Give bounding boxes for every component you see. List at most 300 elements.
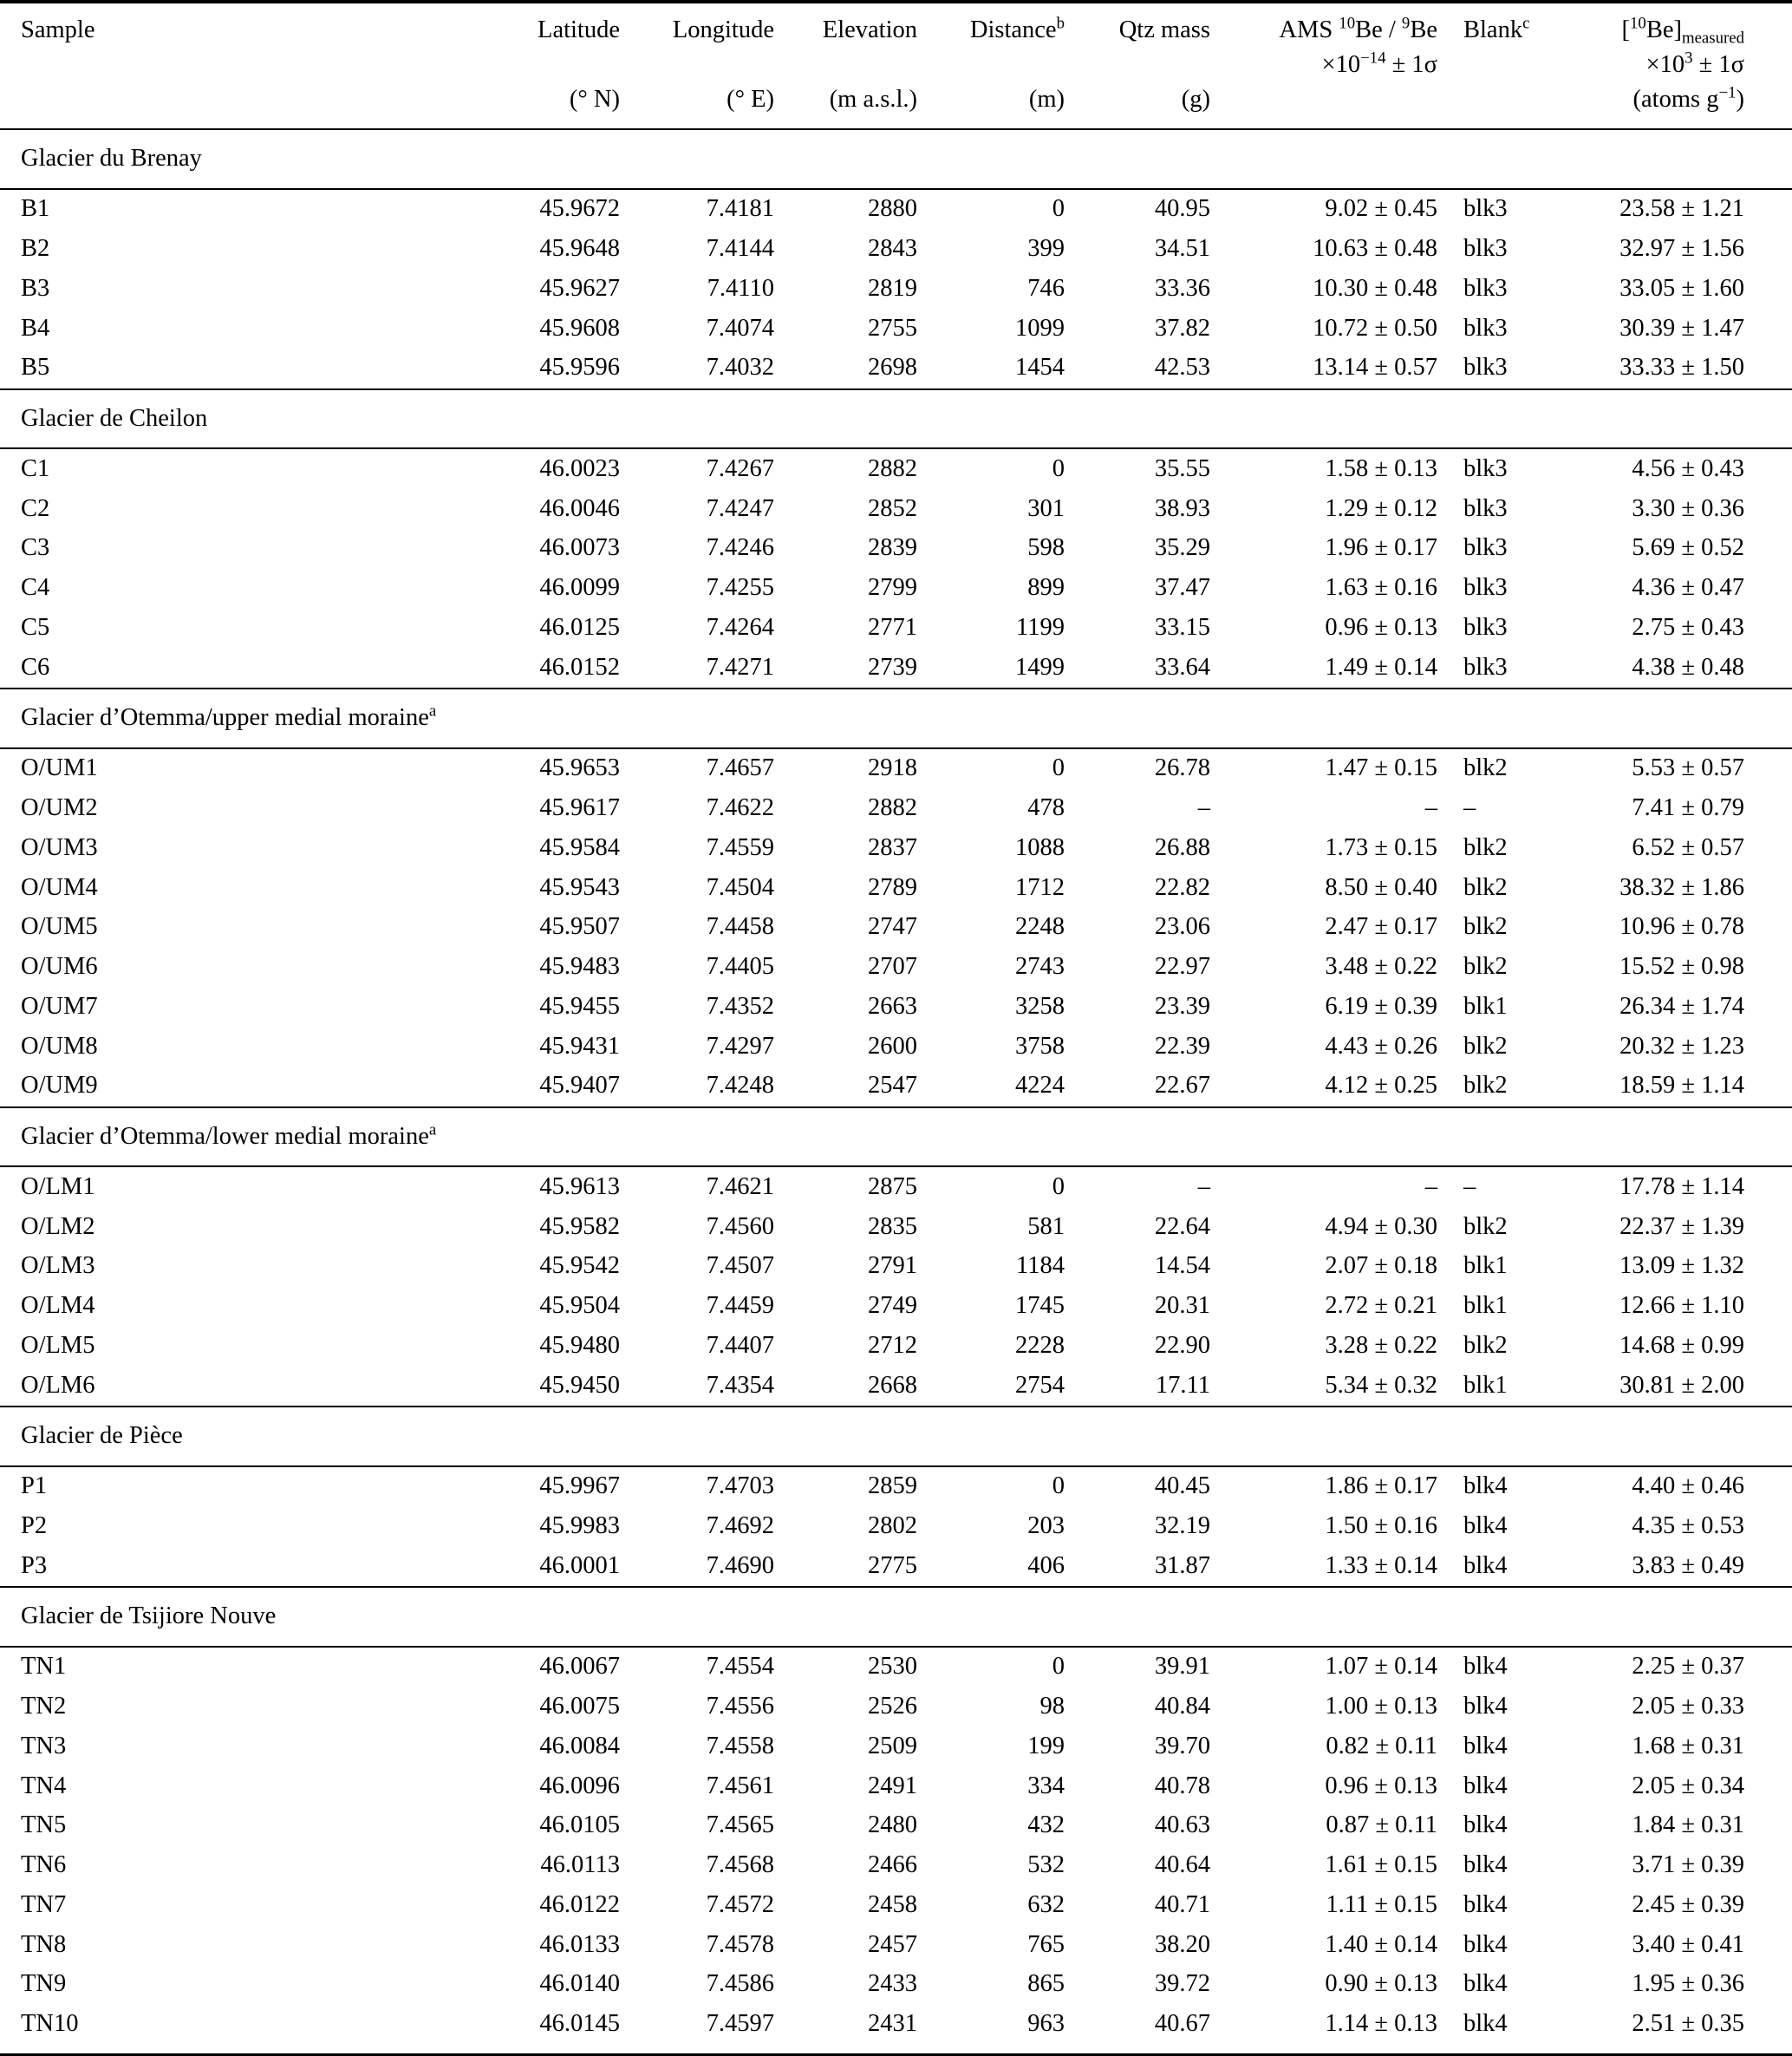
data-cell: 963 xyxy=(1027,2010,1065,2038)
data-cell: 33.64 xyxy=(1154,653,1210,681)
table-row xyxy=(0,1846,1792,1886)
sample-id-cell: TN10 xyxy=(21,2010,79,2038)
table-row xyxy=(0,529,1792,569)
data-cell: 20.31 xyxy=(1154,1292,1210,1320)
table-row xyxy=(0,1027,1792,1067)
table-row xyxy=(0,1166,1792,1207)
data-cell: blk4 xyxy=(1463,2010,1508,2038)
data-cell: 7.4556 xyxy=(706,1693,774,1720)
data-cell: blk3 xyxy=(1463,534,1508,562)
data-cell: blk4 xyxy=(1463,1811,1508,1839)
sample-id-cell: O/UM4 xyxy=(21,873,98,901)
data-cell: 7.4458 xyxy=(706,913,774,941)
section-header-row xyxy=(0,689,1792,748)
sample-id-cell: P2 xyxy=(21,1512,48,1539)
data-cell: 0.96 ± 0.13 xyxy=(1325,613,1437,641)
sample-id-cell: C3 xyxy=(21,534,50,562)
data-cell: 2771 xyxy=(868,613,917,641)
header-line1: Elevation xyxy=(822,16,917,43)
data-cell: – xyxy=(1424,1172,1437,1200)
data-cell: 26.78 xyxy=(1154,754,1210,782)
data-cell: 40.71 xyxy=(1154,1890,1210,1918)
section-title: Glacier d’Otemma/lower medial moraine$^a$ xyxy=(0,1107,1792,1167)
data-cell: 2.05 ± 0.33 xyxy=(1632,1693,1744,1720)
data-cell: 18.59 ± 1.14 xyxy=(1619,1072,1744,1100)
data-cell: 4.43 ± 0.26 xyxy=(1325,1032,1437,1060)
table-body xyxy=(0,129,1792,2054)
table-row xyxy=(0,648,1792,689)
data-cell: 22.97 xyxy=(1154,953,1210,981)
data-cell: 15.52 ± 0.98 xyxy=(1619,953,1744,981)
table-row xyxy=(0,1806,1792,1846)
data-cell: 2.72 ± 0.21 xyxy=(1325,1292,1437,1320)
table-row xyxy=(0,1647,1792,1687)
sample-id-cell: TN4 xyxy=(21,1772,67,1799)
data-cell: blk3 xyxy=(1463,653,1508,681)
data-cell: 0 xyxy=(1052,454,1065,482)
section-header-row xyxy=(0,129,1792,189)
data-cell: 22.64 xyxy=(1154,1212,1210,1240)
data-cell: 22.90 xyxy=(1154,1331,1210,1359)
data-cell: 3.30 ± 0.36 xyxy=(1632,494,1744,522)
table-row xyxy=(0,1507,1792,1547)
data-cell: 23.06 xyxy=(1154,913,1210,941)
data-cell: 7.4586 xyxy=(706,1970,774,1998)
data-cell: 45.9648 xyxy=(539,235,620,263)
data-cell: 46.0113 xyxy=(540,1851,620,1879)
table-row xyxy=(0,1726,1792,1766)
data-cell: 7.4354 xyxy=(706,1371,774,1399)
sample-id-cell: P3 xyxy=(21,1551,48,1579)
header-line1: AMS $^{10}$Be / $^9$Be xyxy=(1279,14,1437,43)
col-header-latitude xyxy=(485,2,620,129)
table-row xyxy=(0,569,1792,609)
table-row xyxy=(0,1466,1792,1507)
data-cell: 45.9672 xyxy=(539,195,620,223)
col-header-be-measured xyxy=(1548,2,1792,129)
col-header-sample xyxy=(0,2,485,129)
table-row xyxy=(0,1287,1792,1327)
data-cell: 45.9582 xyxy=(539,1212,620,1240)
data-cell: – xyxy=(1424,793,1437,821)
sample-id-cell: TN7 xyxy=(21,1890,67,1918)
data-cell: 7.4558 xyxy=(706,1732,774,1759)
data-cell: 2526 xyxy=(868,1693,917,1720)
data-cell: 5.69 ± 0.52 xyxy=(1632,534,1744,562)
sample-id-cell: O/UM2 xyxy=(21,793,98,821)
sample-id-cell: O/LM5 xyxy=(21,1331,95,1359)
data-cell: 32.97 ± 1.56 xyxy=(1619,235,1744,263)
data-cell: – xyxy=(1197,1172,1210,1200)
data-cell: 1.47 ± 0.15 xyxy=(1325,754,1437,782)
data-cell: 3.40 ± 0.41 xyxy=(1632,1930,1744,1958)
data-cell: 17.78 ± 1.14 xyxy=(1619,1172,1744,1200)
data-cell: 4.40 ± 0.46 xyxy=(1632,1472,1744,1500)
data-cell: 2668 xyxy=(868,1371,917,1399)
data-cell: 6.52 ± 0.57 xyxy=(1632,833,1744,861)
data-cell: 0.96 ± 0.13 xyxy=(1325,1772,1437,1799)
table-row xyxy=(0,309,1792,349)
data-cell: 22.37 ± 1.39 xyxy=(1619,1212,1744,1240)
data-cell: 1088 xyxy=(1015,833,1065,861)
data-cell: 9.02 ± 0.45 xyxy=(1325,195,1437,223)
data-cell: 7.4690 xyxy=(706,1551,774,1579)
section-title: Glacier de Cheilon xyxy=(0,389,1792,449)
data-cell: 3258 xyxy=(1015,992,1065,1020)
data-cell: 45.9608 xyxy=(539,314,620,342)
col-header-longitude xyxy=(620,2,774,129)
sample-id-cell: C5 xyxy=(21,613,50,641)
data-cell: 3.83 ± 0.49 xyxy=(1632,1551,1744,1579)
data-cell: 0 xyxy=(1052,195,1065,223)
sample-id-cell: B1 xyxy=(21,195,50,223)
data-cell: 2775 xyxy=(868,1551,917,1579)
data-cell: 38.32 ± 1.86 xyxy=(1619,873,1744,901)
data-cell: 1745 xyxy=(1015,1292,1065,1320)
data-cell: 2880 xyxy=(868,195,917,223)
data-cell: blk1 xyxy=(1463,1252,1508,1280)
data-cell: 1.50 ± 0.16 xyxy=(1325,1512,1437,1539)
col-header-ams-ratio xyxy=(1210,2,1437,129)
data-cell: 1.61 ± 0.15 xyxy=(1325,1851,1437,1879)
table-row xyxy=(0,1546,1792,1587)
data-cell: 1712 xyxy=(1015,873,1065,901)
sample-id-cell: O/UM9 xyxy=(21,1072,98,1100)
data-cell: 7.4267 xyxy=(706,454,774,482)
table-row xyxy=(0,948,1792,988)
data-cell: 4.12 ± 0.25 xyxy=(1325,1072,1437,1100)
data-cell: 7.4578 xyxy=(706,1930,774,1958)
data-cell: 2663 xyxy=(868,992,917,1020)
data-cell: 2698 xyxy=(868,354,917,382)
data-cell: blk2 xyxy=(1463,873,1508,901)
data-cell: 30.81 ± 2.00 xyxy=(1619,1371,1744,1399)
data-cell: 5.53 ± 0.57 xyxy=(1632,754,1744,782)
data-cell: 7.4560 xyxy=(706,1212,774,1240)
data-cell: blk4 xyxy=(1463,1732,1508,1759)
data-cell: 765 xyxy=(1027,1930,1065,1958)
data-cell: 2835 xyxy=(868,1212,917,1240)
data-cell: 4224 xyxy=(1015,1072,1065,1100)
data-cell: 7.4703 xyxy=(706,1472,774,1500)
data-cell: 40.67 xyxy=(1154,2010,1210,2038)
data-cell: 1.63 ± 0.16 xyxy=(1325,574,1437,602)
data-cell: 10.72 ± 0.50 xyxy=(1313,314,1437,342)
data-cell: 2918 xyxy=(868,754,917,782)
header-line2 xyxy=(485,50,620,85)
sample-id-cell: C1 xyxy=(21,454,50,482)
data-cell: 46.0084 xyxy=(539,1732,620,1759)
data-cell: 45.9507 xyxy=(539,913,620,941)
data-cell: 45.9613 xyxy=(539,1172,620,1200)
header-line1: Qtz mass xyxy=(1118,16,1210,43)
sample-id-cell: B4 xyxy=(21,314,50,342)
data-cell: 7.4504 xyxy=(706,873,774,901)
sample-id-cell: O/LM6 xyxy=(21,1371,95,1399)
data-cell: 7.4507 xyxy=(706,1252,774,1280)
data-cell: 32.19 xyxy=(1154,1512,1210,1539)
data-cell: 7.4561 xyxy=(706,1772,774,1799)
sample-id-cell: C2 xyxy=(21,494,50,522)
data-cell: 23.39 xyxy=(1154,992,1210,1020)
data-cell: 7.4247 xyxy=(706,494,774,522)
sample-id-cell: O/UM1 xyxy=(21,754,98,782)
sample-id-cell: O/UM6 xyxy=(21,953,98,981)
table-row xyxy=(0,1885,1792,1925)
data-cell: blk1 xyxy=(1463,992,1508,1020)
data-cell: 2837 xyxy=(868,833,917,861)
data-cell: 2.25 ± 0.37 xyxy=(1632,1653,1744,1681)
data-cell: 20.32 ± 1.23 xyxy=(1619,1032,1744,1060)
data-cell: 2.45 ± 0.39 xyxy=(1632,1890,1744,1918)
data-cell: 532 xyxy=(1027,1851,1065,1879)
data-cell: blk3 xyxy=(1463,454,1508,482)
data-cell: 46.0122 xyxy=(539,1890,620,1918)
data-cell: 40.84 xyxy=(1154,1693,1210,1720)
sample-id-cell: B5 xyxy=(21,354,50,382)
data-cell: 7.4264 xyxy=(706,613,774,641)
data-cell: blk4 xyxy=(1463,1930,1508,1958)
data-cell: 7.4657 xyxy=(706,754,774,782)
data-cell: 17.11 xyxy=(1155,1371,1210,1399)
header-line1: Blank$^c$ xyxy=(1463,14,1530,43)
table-row xyxy=(0,1766,1792,1806)
data-cell: 1.07 ± 0.14 xyxy=(1325,1653,1437,1681)
data-cell: 4.35 ± 0.53 xyxy=(1632,1512,1744,1539)
table-row xyxy=(0,987,1792,1027)
data-cell: 40.64 xyxy=(1154,1851,1210,1879)
data-cell: blk2 xyxy=(1463,1032,1508,1060)
data-cell: 7.4622 xyxy=(706,793,774,821)
data-cell: 0 xyxy=(1052,1472,1065,1500)
data-cell: 7.4248 xyxy=(706,1072,774,1100)
data-cell: 22.39 xyxy=(1154,1032,1210,1060)
data-cell: blk3 xyxy=(1463,195,1508,223)
data-cell: 45.9983 xyxy=(539,1512,620,1539)
data-cell: 1.14 ± 0.13 xyxy=(1325,2010,1437,2038)
data-cell: 45.9455 xyxy=(539,992,620,1020)
data-cell: – xyxy=(1197,793,1210,821)
data-cell: 399 xyxy=(1027,235,1065,263)
data-cell: 4.36 ± 0.47 xyxy=(1632,574,1744,602)
col-header-qtz-mass xyxy=(1065,2,1210,129)
data-cell: 7.4565 xyxy=(706,1811,774,1839)
data-cell: 33.15 xyxy=(1154,613,1210,641)
header-line1: $[^{10}Be]_{measured}$ xyxy=(1621,14,1744,48)
data-cell: 45.9543 xyxy=(539,873,620,901)
data-cell: 13.09 ± 1.32 xyxy=(1619,1252,1744,1280)
header-units: (° N) xyxy=(569,86,620,113)
data-cell: 865 xyxy=(1027,1970,1065,1998)
sample-id-cell: TN8 xyxy=(21,1930,67,1958)
data-cell: 33.36 xyxy=(1154,274,1210,302)
data-cell: 46.0125 xyxy=(539,613,620,641)
data-cell: 7.41 ± 0.79 xyxy=(1632,793,1744,821)
data-cell: blk4 xyxy=(1463,1772,1508,1799)
header-units: (g) xyxy=(1181,86,1210,113)
data-cell: 2819 xyxy=(868,274,917,302)
data-cell: 1.33 ± 0.14 xyxy=(1325,1551,1437,1579)
data-cell: 3.71 ± 0.39 xyxy=(1632,1851,1744,1879)
sample-id-cell: TN2 xyxy=(21,1693,67,1720)
data-cell: 2882 xyxy=(868,454,917,482)
table-row xyxy=(0,448,1792,489)
header-units: (m) xyxy=(1028,86,1065,113)
data-cell: 406 xyxy=(1027,1551,1065,1579)
table-row xyxy=(0,1925,1792,1965)
data-cell: 2747 xyxy=(868,913,917,941)
data-cell: 45.9967 xyxy=(539,1472,620,1500)
data-cell: 35.29 xyxy=(1154,534,1210,562)
data-cell: 34.51 xyxy=(1154,235,1210,263)
sample-id-cell: O/UM7 xyxy=(21,992,98,1020)
sample-id-cell: O/UM5 xyxy=(21,913,98,941)
header-row xyxy=(0,2,1792,129)
data-cell: 7.4110 xyxy=(707,274,774,302)
header-line2: $\times 10^3 \pm 1\sigma$ xyxy=(1645,49,1744,78)
data-cell: 10.96 ± 0.78 xyxy=(1619,913,1744,941)
sample-id-cell: O/LM3 xyxy=(21,1252,95,1280)
data-cell: blk3 xyxy=(1463,494,1508,522)
table-row xyxy=(0,1687,1792,1727)
table-row xyxy=(0,868,1792,908)
data-cell: 45.9431 xyxy=(539,1032,620,1060)
data-cell: 7.4692 xyxy=(706,1512,774,1539)
data-cell: 46.0105 xyxy=(539,1811,620,1839)
data-cell: 23.58 ± 1.21 xyxy=(1619,195,1744,223)
data-cell: 22.67 xyxy=(1154,1072,1210,1100)
data-cell: 1.73 ± 0.15 xyxy=(1325,833,1437,861)
sample-id-cell: TN3 xyxy=(21,1732,67,1759)
data-cell: 432 xyxy=(1027,1811,1065,1839)
data-cell: 3.48 ± 0.22 xyxy=(1325,953,1437,981)
data-cell: 2530 xyxy=(868,1653,917,1681)
data-cell: blk2 xyxy=(1463,953,1508,981)
data-cell: 2843 xyxy=(868,235,917,263)
table-row xyxy=(0,748,1792,789)
data-cell: 38.93 xyxy=(1154,494,1210,522)
data-cell: 2839 xyxy=(868,534,917,562)
header-line1: Latitude xyxy=(538,16,620,43)
section-header-row xyxy=(0,1587,1792,1647)
data-cell: 7.4144 xyxy=(706,235,774,263)
data-cell: 46.0133 xyxy=(539,1930,620,1958)
data-cell: 7.4559 xyxy=(706,833,774,861)
data-cell: 45.9584 xyxy=(539,833,620,861)
data-cell: 7.4074 xyxy=(706,314,774,342)
data-cell: 2480 xyxy=(868,1811,917,1839)
data-cell: 30.39 ± 1.47 xyxy=(1619,314,1744,342)
data-cell: 3.28 ± 0.22 xyxy=(1325,1331,1437,1359)
table-row xyxy=(0,269,1792,309)
data-cell: 5.34 ± 0.32 xyxy=(1325,1371,1437,1399)
header-line2 xyxy=(620,50,774,85)
header-line1: Sample xyxy=(21,16,95,43)
data-cell: 2749 xyxy=(868,1292,917,1320)
data-cell: 2248 xyxy=(1015,913,1065,941)
data-cell: 2466 xyxy=(868,1851,917,1879)
data-cell: blk1 xyxy=(1463,1371,1508,1399)
data-cell: 1.68 ± 0.31 xyxy=(1632,1732,1744,1759)
data-cell: 33.33 ± 1.50 xyxy=(1619,354,1744,382)
data-cell: 10.63 ± 0.48 xyxy=(1313,235,1437,263)
data-cell: 46.0075 xyxy=(539,1693,620,1720)
data-cell: 1.00 ± 0.13 xyxy=(1325,1693,1437,1720)
data-cell: blk3 xyxy=(1463,354,1508,382)
data-cell: – xyxy=(1463,793,1476,821)
data-cell: 45.9596 xyxy=(539,354,620,382)
header-units: (atoms $g^{-1}$) xyxy=(1632,83,1744,113)
table-row xyxy=(0,828,1792,868)
data-cell: blk3 xyxy=(1463,314,1508,342)
sample-id-cell: B3 xyxy=(21,274,50,302)
data-cell: 6.19 ± 0.39 xyxy=(1325,992,1437,1020)
data-cell: blk3 xyxy=(1463,613,1508,641)
data-cell: 2743 xyxy=(1015,953,1065,981)
table-row xyxy=(0,489,1792,529)
data-cell: 4.38 ± 0.48 xyxy=(1632,653,1744,681)
section-header-row xyxy=(0,1107,1792,1167)
data-cell: 42.53 xyxy=(1154,354,1210,382)
header-units xyxy=(1210,85,1437,120)
data-cell: 334 xyxy=(1027,1772,1065,1799)
data-cell: 7.4255 xyxy=(706,574,774,602)
data-cell: 45.9450 xyxy=(539,1371,620,1399)
table-row xyxy=(0,1247,1792,1287)
data-cell: 1454 xyxy=(1015,354,1065,382)
data-cell: 45.9627 xyxy=(539,274,620,302)
data-cell: 2509 xyxy=(868,1732,917,1759)
table-row xyxy=(0,189,1792,230)
data-cell: 38.20 xyxy=(1154,1930,1210,1958)
data-cell: 0.82 ± 0.11 xyxy=(1326,1732,1437,1759)
table-row xyxy=(0,1965,1792,2005)
data-cell: 40.45 xyxy=(1154,1472,1210,1500)
table-row xyxy=(0,788,1792,828)
data-cell: 2228 xyxy=(1015,1331,1065,1359)
data-cell: 8.50 ± 0.40 xyxy=(1325,873,1437,901)
data-cell: 2859 xyxy=(868,1472,917,1500)
data-cell: 2.75 ± 0.43 xyxy=(1632,613,1744,641)
table-row xyxy=(0,908,1792,948)
data-cell: blk2 xyxy=(1463,1331,1508,1359)
data-cell: 14.68 ± 0.99 xyxy=(1619,1331,1744,1359)
data-cell: blk4 xyxy=(1463,1472,1508,1500)
data-cell: blk4 xyxy=(1463,1693,1508,1720)
data-cell: 1.40 ± 0.14 xyxy=(1325,1930,1437,1958)
data-cell: 2755 xyxy=(868,314,917,342)
data-cell: blk2 xyxy=(1463,1072,1508,1100)
section-header-row xyxy=(0,1407,1792,1466)
col-header-distance xyxy=(917,2,1065,129)
header-units: (m a.s.l.) xyxy=(829,86,917,113)
data-cell: 2458 xyxy=(868,1890,917,1918)
data-cell: blk4 xyxy=(1463,1851,1508,1879)
data-cell: 1.11 ± 0.15 xyxy=(1326,1890,1437,1918)
data-cell: 22.82 xyxy=(1154,873,1210,901)
table-row xyxy=(0,1326,1792,1366)
data-cell: blk3 xyxy=(1463,574,1508,602)
data-cell: 45.9653 xyxy=(539,754,620,782)
data-cell: 98 xyxy=(1039,1693,1065,1720)
col-header-elevation xyxy=(774,2,917,129)
data-cell: 39.72 xyxy=(1154,1970,1210,1998)
table-row xyxy=(0,349,1792,389)
data-cell: 2457 xyxy=(868,1930,917,1958)
data-cell: 478 xyxy=(1027,793,1065,821)
data-cell: 7.4407 xyxy=(706,1331,774,1359)
header-line1: Distance$^b$ xyxy=(969,14,1065,43)
